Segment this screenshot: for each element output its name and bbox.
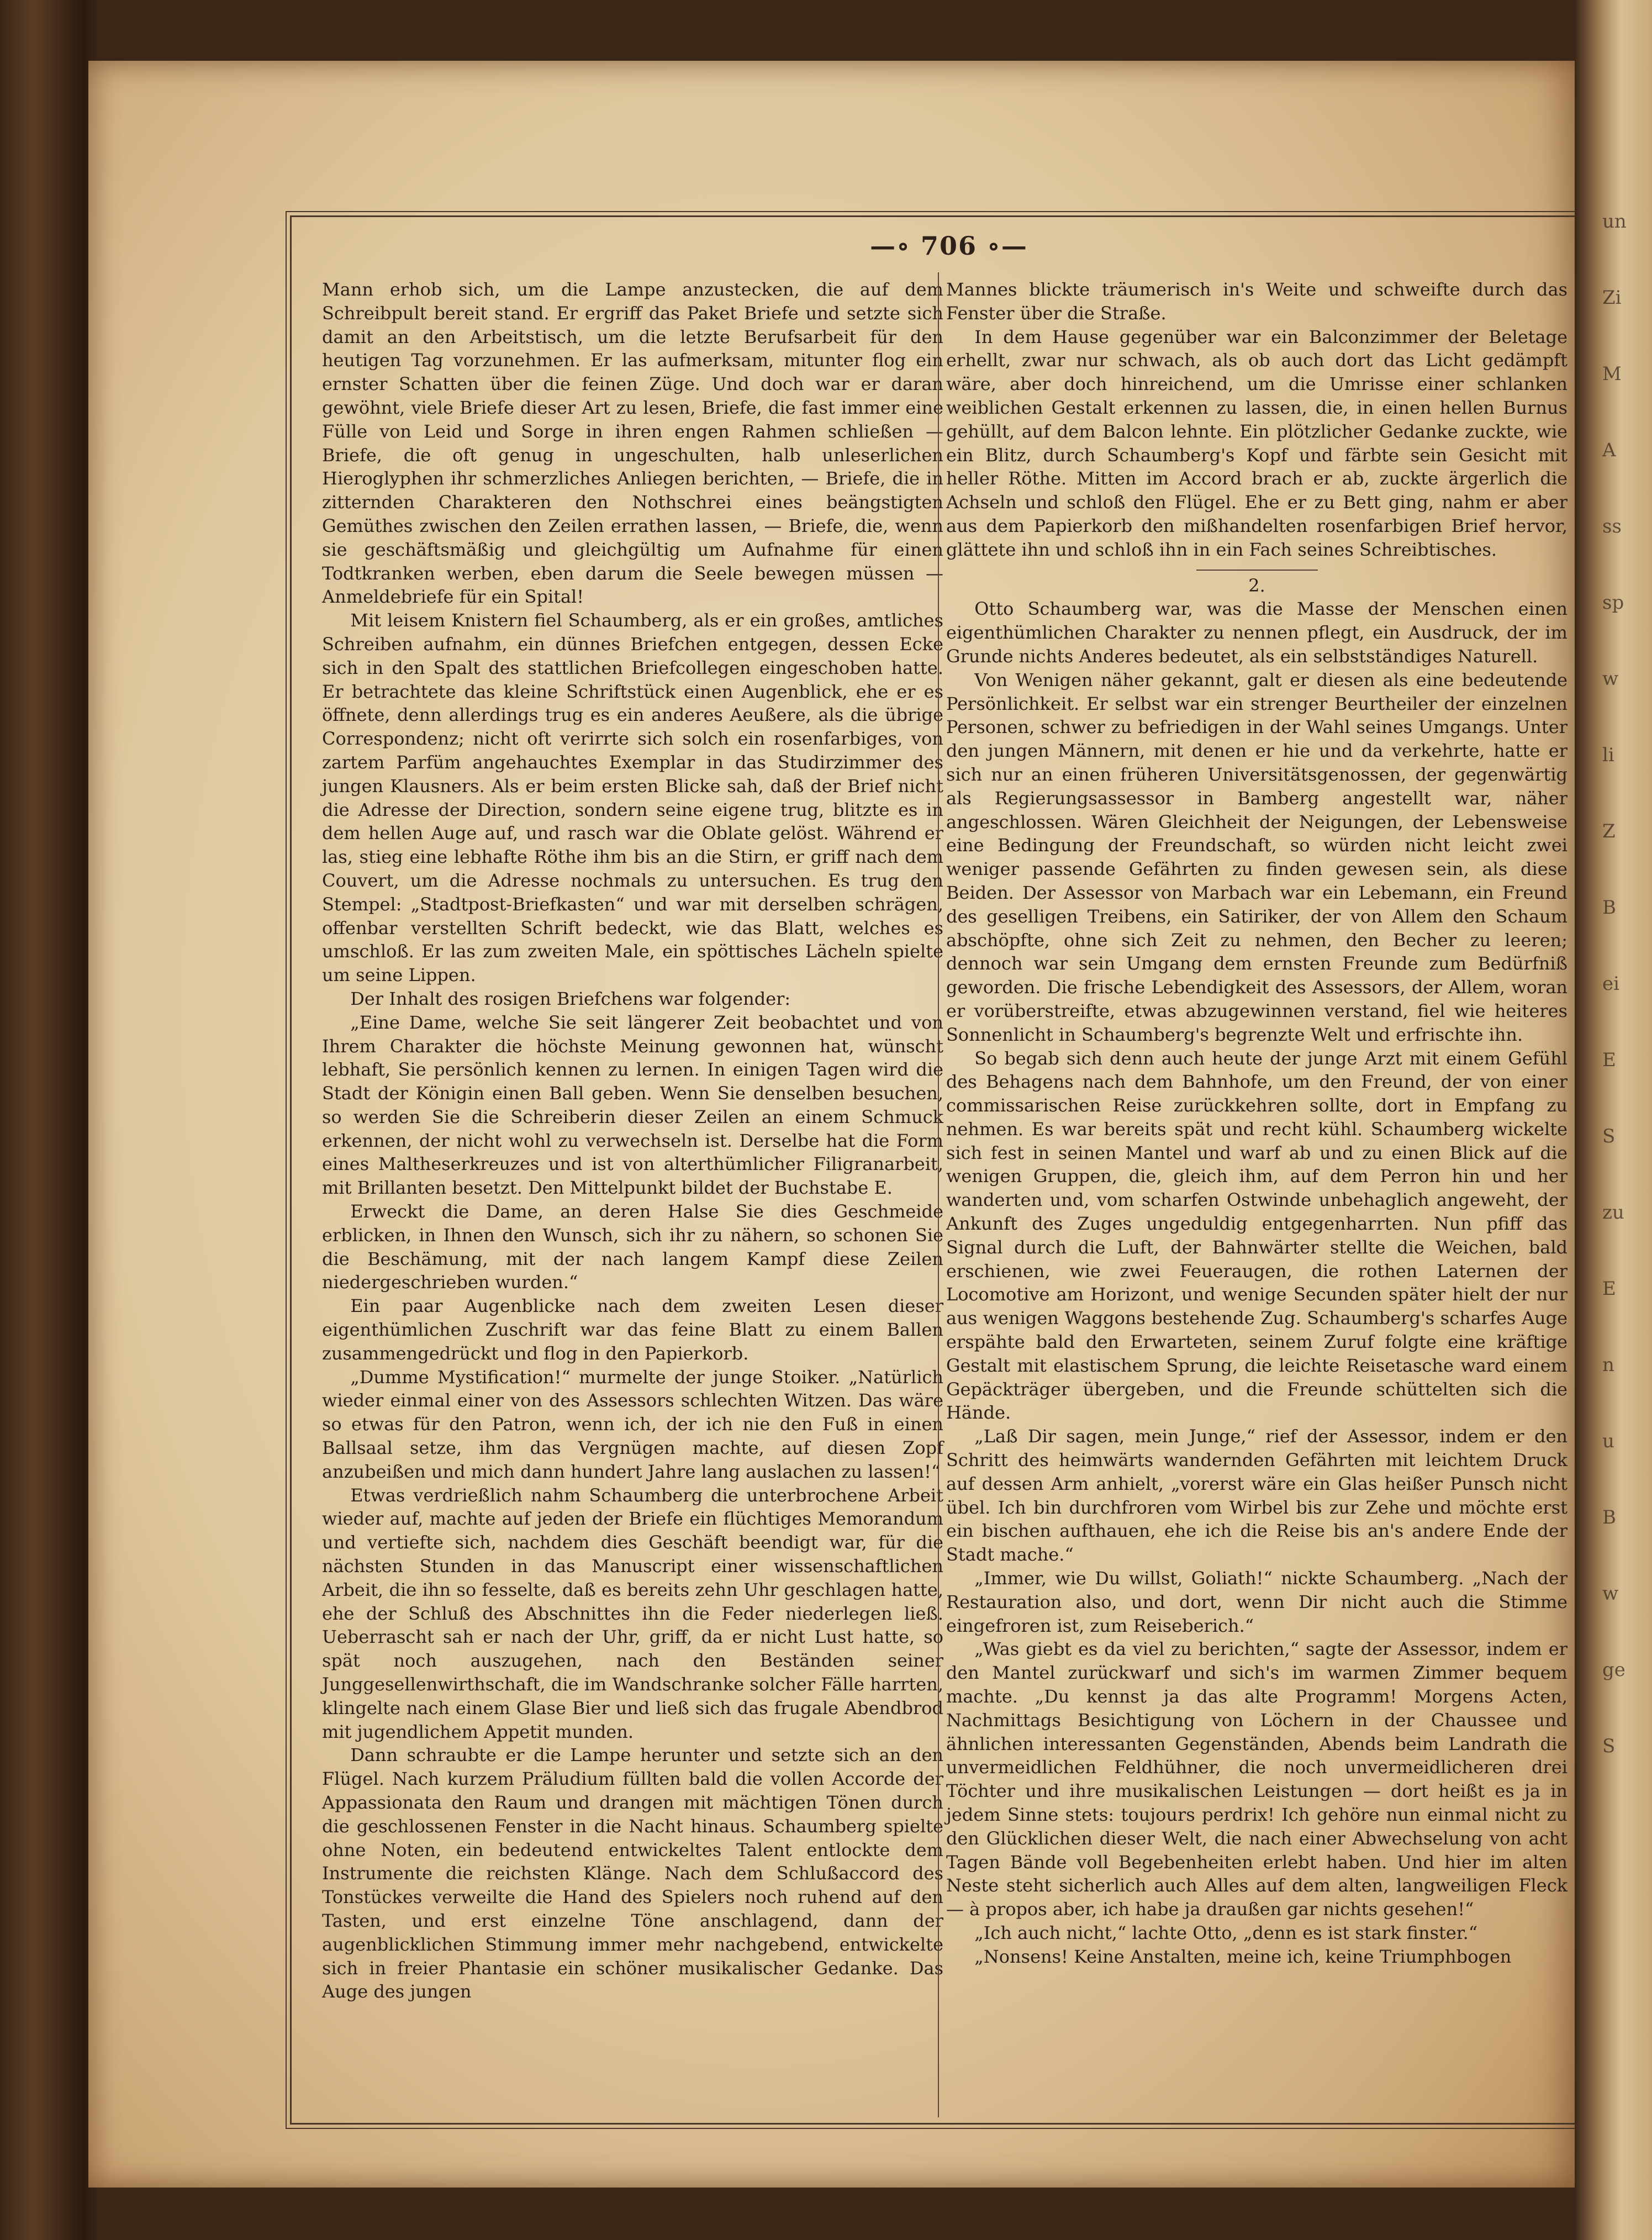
facing-page-fragment: zu (1602, 1201, 1624, 1224)
facing-page-fragment: sp (1602, 592, 1624, 614)
paragraph: „Dumme Mystification!“ murmelte der junge Stoiker. „Natürlich wieder einmal einer von des Assessors schlechten Witzen. Das wäre so etwas für den Patron, wenn ich, der ich nie den Fuß in einen Ballsaal setze, ihm das Vergnügen machte, auf diesen Zopf anzubeißen und mich dann hundert Jahre lang auslachen zu lassen!“ (322, 1366, 943, 1482)
facing-page-fragment: Zi (1602, 287, 1622, 309)
paragraph: Der Inhalt des rosigen Briefchens war folgender: (350, 988, 791, 1009)
paragraph: Mann erhob sich, um die Lampe anzustecken, die auf dem Schreibpult bereit stand. Er ergriff das Paket Briefe und setzte sich damit an den Arbeitstisch, um die letzte Berufsarbeit für den heutigen Tag vorzunehmen. Er las aufmerksam, mitunter flog ein ernster Schatten über die feinen Züge. Und doch war er daran gewöhnt, viele Briefe dieser Art zu lesen, Briefe, die fast immer eine Fülle von Leid und Sorge in ihren engen Rahmen schließen — Briefe, die oft genug in ungeschulten, halb unleserlichen Hieroglyphen ihr schmerzliches Anliegen berichten, — Briefe, die in zitternden Charakteren den Nothschrei eines beängstigten Gemüthes zwischen den Zeilen errathen lassen, — Briefe, die, wenn sie geschäftsmäßig und gleichgültig um Aufnahme für einen Todtkranken werben, eben darum die Seele bewegen müssen — Anmeldebriefe für ein Spital! (322, 279, 943, 608)
paragraph: „Eine Dame, welche Sie seit längerer Zeit beobachtet und von Ihrem Charakter die höchste Meinung gewonnen hat, wünscht lebhaft, Sie persönlich kennen zu lernen. In einigen Tagen wird die Stadt der Königin einen Ball geben. Wenn Sie denselben besuchen, so werden Sie die Schreiberin dieser Zeilen an einem Schmuck erkennen, der nicht wohl zu verwechseln ist. Derselbe hat die Form eines Maltheserkreuzes und ist von alterthümlicher Filigranarbeit, mit Brillanten besetzt. Den Mittelpunkt bildet der Buchstabe E. (322, 1011, 943, 1199)
page-border-frame (290, 215, 1608, 2125)
facing-page-fragment: Z (1602, 820, 1616, 842)
facing-page-fragment: B (1602, 1506, 1616, 1529)
paragraph: So begab sich denn auch heute der junge Arzt mit einem Gefühl des Behagens nach dem Bahnhofe, um den Freund, der von einer commissarischen Reise zurückkehren sollte, dort in Empfang zu nehmen. Es war bereits spät und recht kühl. Schaumberg wickelte sich fest in seinen Mantel und warf ab und zu einen Blick auf die wenigen Gruppen, die, gleich ihm, auf dem Perron hin und her wanderten und, vom scharfen Ostwinde unbehaglich angeweht, der Ankunft des Zuges ungeduldig entgegenharrten. Nun pfiff das Signal durch die Luft, der Bahnwärter stellte die Weichen, bald erschienen, wie zwei Feueraugen, die rothen Laternen der Locomotive am Horizont, und wenige Secunden später hielt der nur aus wenigen Waggons bestehende Zug. Schaumberg's scharfes Auge erspähte bald den Erwarteten, seinem Zuruf folgte eine kräftige Gestalt mit elastischem Sprung, die leichte Reisetasche ward einem Gepäckträger übergeben, und die Freunde schüttelten sich die Hände. (946, 1047, 1567, 1424)
paragraph: Dann schraubte er die Lampe herunter und setzte sich an den Flügel. Nach kurzem Präludium füllten bald die vollen Accorde der Appassionata den Raum und drangen mit mächtigen Tönen durch die geschlossenen Fenster in die Nacht hinaus. Schaumberg spielte ohne Noten, ein bedeutend entwickeltes Talent entlockte dem Instrumente die reichsten Klänge. Nach dem Schlußaccord des Tonstückes verweilte die Hand des Spielers noch ruhend auf den Tasten, und erst einzelne Töne anschlagend, dann der augenblicklichen Stimmung immer mehr nachgebend, entwickelte sich in freier Phantasie ein schöner musikalischer Gedanke. Das Auge des jungen (322, 1744, 943, 2002)
book-page (88, 61, 1580, 2188)
facing-page-fragment: ge (1602, 1659, 1625, 1681)
paragraph: Otto Schaumberg war, was die Masse der Menschen einen eigenthümlichen Charakter zu nennen pflegt, ein Ausdruck, der im Grunde nichts Anderes bedeutet, als ein selbstständiges Naturell. (946, 598, 1567, 667)
paragraph: Mit leisem Knistern fiel Schaumberg, als er ein großes, amtliches Schreiben aufnahm, ein dünnes Briefchen entgegen, dessen Ecke sich in den Spalt des stattlichen Briefcollegen eingeschoben hatte. Er betrachtete das kleine Schriftstück einen Augenblick, ehe er es öffnete, denn allerdings trug es ein anderes Aeußere, als die übrige Correspondenz; nicht oft verirrte sich solch ein rosenfarbiges, von zartem Parfüm angehauchtes Exemplar in das Studirzimmer des jungen Klausners. Als er beim ersten Blicke sah, daß der Brief nicht die Adresse der Direction, sondern seine eigene trug, blitzte es in dem hellen Auge auf, und rasch war die Oblate gelöst. Während er las, stieg eine lebhafte Röthe ihm bis an die Stirn, er griff nach dem Couvert, um die Adresse nochmals zu untersuchen. Es trug den Stempel: „Stadtpost-Briefkasten“ und war mit derselben schrägen, offenbar verstellten Schrift bedeckt, wie das Blatt, welches es umschloß. Er las zum zweiten Male, ein spöttisches Lächeln spielte um seine Lippen. (322, 610, 943, 986)
facing-page-fragment: S (1602, 1735, 1616, 1757)
paragraph: „Was giebt es da viel zu berichten,“ sagte der Assessor, indem er den Mantel zurückwarf und sich's im warmen Zimmer bequem machte. „Du kennst ja das alte Programm! Morgens Acten, Nachmittags Besichtigung von Löchern in der Chaussee und ähnlichen interessanten Gegenständen, Abends beim Landrath die unvermeidlichen Feldhühner, die noch unvermeidlicheren drei Töchter und ihre musikalischen Leistungen — dort heißt es ja in jedem Sinne stets: toujours perdrix! Ich gehöre nun einmal nicht zu den Glücklichen dieser Welt, die nach einer Abwechselung von acht Tagen Bände voll Begebenheiten erlebt haben. Und hier im alten Neste steht sicherlich auch Alles auf dem alten, langweiligen Fleck — à propos aber, ich habe ja draußen gar nichts gesehen!“ (946, 1638, 1567, 1920)
paragraph: Mannes blickte träumerisch in's Weite und schweifte durch das Fenster über die Straße. (946, 279, 1567, 324)
section-rule (1196, 570, 1318, 571)
section-number: 2. (1248, 575, 1265, 596)
left-text-column (322, 278, 943, 2004)
facing-page-fragment: A (1602, 439, 1616, 461)
paragraph: Ein paar Augenblicke nach dem zweiten Lesen dieser eigenthümlichen Zuschrift war das feine Blatt zu einem Ballen zusammengedrückt und flog in den Papierkorb. (322, 1295, 943, 1364)
paragraph: Von Wenigen näher gekannt, galt er diesen als eine bedeutende Persönlichkeit. Er selbst war ein strenger Beurtheiler der einzelnen Personen, schwer zu befriedigen in der Wahl seines Umgangs. Unter den jungen Männern, mit denen er hie und da verkehrte, hatte er sich nur an einen früheren Universitätsgenossen, der gegenwärtig als Regierungsassessor in Bamberg angestellt war, näher angeschlossen. Wären Gleichheit der Neigungen, der Lebensweise eine Bedingung der Freundschaft, so würden nicht leicht zwei weniger passende Gefährten zu finden gewesen sein, als diese Beiden. Der Assessor von Marbach war ein Lebemann, ein Freund des geselligen Treibens, ein Satiriker, der von Allem den Schaum abschöpfte, ohne sich Zeit zu nehmen, den Becher zu leeren; dennoch war sein Umgang dem ernsten Freunde zum Bedürfniß geworden. Die frische Lebendigkeit des Assessors, der Allem, woran er vorüberstreifte, etwas abzugewinnen verstand, fiel wie heiteres Sonnenlicht in Schaumberg's begrenzte Welt und erfrischte ihn. (946, 669, 1567, 1045)
facing-page-fragment: w (1602, 1583, 1619, 1605)
facing-page-fragment: n (1602, 1354, 1614, 1376)
facing-page-fragment: B (1602, 897, 1616, 919)
facing-page-edge (1575, 0, 1652, 2240)
paragraph: „Ich auch nicht,“ lachte Otto, „denn es ist stark finster.“ (974, 1922, 1478, 1943)
paragraph: In dem Hause gegenüber war ein Balconzimmer der Beletage erhellt, zwar nur schwach, als ob auch dort das Licht gedämpft wäre, aber doch hinreichend, um die Umrisse einer schlanken weiblichen Gestalt erkennen zu lassen, die, in einen hellen Burnus gehüllt, auf dem Balcon lehnte. Ein plötzlicher Gedanke zuckte, wie ein Blitz, durch Schaumberg's Kopf und färbte sein Gesicht mit heller Röthe. Mitten im Accord brach er ab, zuckte ärgerlich die Achseln und schloß den Flügel. Ehe er zu Bett ging, nahm er aber aus dem Papierkorb den mißhandelten rosenfarbigen Brief hervor, glättete ihn und schloß ihn in ein Fach seines Schreibtisches. (946, 326, 1567, 560)
facing-page-fragment: w (1602, 668, 1619, 690)
paragraph: „Nonsens! Keine Anstalten, meine ich, keine Triumphbogen (974, 1946, 1512, 1967)
paragraph: „Immer, wie Du willst, Goliath!“ nickte Schaumberg. „Nach der Restauration also, und dort, wenn Dir nicht auch die Stimme eingefroren ist, zum Reiseberich.“ (946, 1568, 1567, 1636)
facing-page-fragment: E (1602, 1049, 1616, 1071)
facing-page-fragment: ei (1602, 973, 1619, 995)
column-divider (938, 272, 939, 2117)
page-number: —∘ 706 ∘— (870, 231, 1028, 261)
right-text-column (946, 278, 1567, 1969)
facing-page-fragment: un (1602, 210, 1627, 233)
paragraph: Erweckt die Dame, an deren Halse Sie dies Geschmeide erblicken, in Ihnen den Wunsch, sich ihr zu nähern, so schonen Sie die Beschämung, mit der nach langem Kampf diese Zeilen niedergeschrieben wurden.“ (322, 1201, 943, 1293)
facing-page-fragment: S (1602, 1125, 1616, 1147)
facing-page-fragments (1602, 210, 1641, 1811)
facing-page-fragment: li (1602, 744, 1614, 766)
facing-page-fragment: u (1602, 1430, 1614, 1452)
facing-page-fragment: E (1602, 1278, 1616, 1300)
paragraph: „Laß Dir sagen, mein Junge,“ rief der Assessor, indem er den Schritt des heimwärts wandernden Gefährten mit leichtem Druck auf dessen Arm anhielt, „vorerst wäre ein Glas heißer Punsch nicht übel. Ich bin durchfroren vom Wirbel bis zur Zehe und möchte erst ein bischen aufthauen, ehe ich die Reise bis an's andere Ende der Stadt mache.“ (946, 1426, 1567, 1566)
paragraph: Etwas verdrießlich nahm Schaumberg die unterbrochene Arbeit wieder auf, machte auf jeden der Briefe ein flüchtiges Memorandum und vertiefte sich, nachdem dies Geschäft beendigt war, für die nächsten Stunden in das Manuscript einer wissenschaftlichen Arbeit, die ihn so fesselte, daß es bereits zehn Uhr geschlagen hatte, ehe der Schluß des Abschnittes ihn die Feder niederlegen ließ. Ueberrascht sah er nach der Uhr, griff, da er nicht Lust hatte, so spät noch auszugehen, nach den Beständen seiner Junggesellenwirthschaft, die im Wandschranke solcher Fälle harrten, klingelte nach einem Glase Bier und ließ sich das frugale Abendbrod mit jugendlichem Appetit munden. (322, 1484, 943, 1742)
facing-page-fragment: ss (1602, 515, 1622, 537)
facing-page-fragment: M (1602, 363, 1622, 385)
